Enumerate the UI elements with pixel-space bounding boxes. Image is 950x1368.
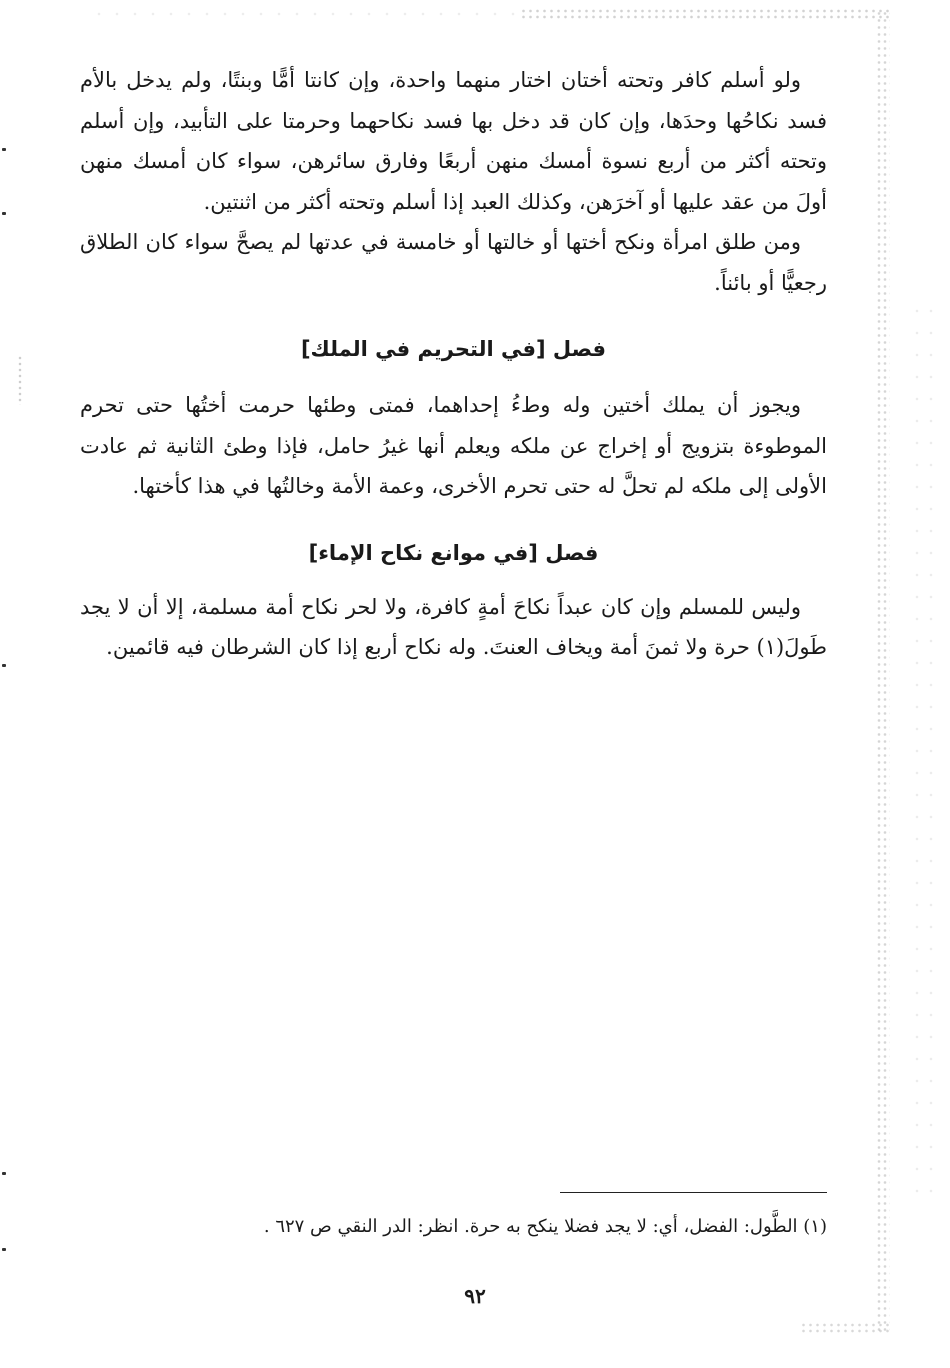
paragraph: وليس للمسلم وإن كان عبداً نكاحَ أمةٍ كافرة، ولا لحر نكاح أمة مسلمة، إلا أن لا يجد طَولَ(١) حرة ولا ثمنَ أمة ويخاف العنتَ. وله نكاح أربع إذا كان الشرطان فيه قائمين. xyxy=(80,594,827,659)
paragraph: ومن طلق امرأة ونكح أختها أو خالتها أو خامسة في عدتها لم يصحَّ سواء كان الطلاق رجعيًّا أو بائناً. xyxy=(80,230,827,295)
section-heading: فصل [في التحريم في الملك] xyxy=(300,337,607,361)
scan-noise-left xyxy=(18,355,22,405)
footnote-separator xyxy=(560,1192,827,1193)
margin-tick xyxy=(2,664,6,667)
paragraph: ولو أسلم كافر وتحته أختان اختار منهما واحدة، وإن كانتا أمًّا وبنتًا، ولم يدخل بالأم فسد نكاحُها وحدَها، وإن كان قد دخل بها فسد نكاحهما وحرمتا على التأبيد، وإن أسلم وتحته أكثر من أربع نسوة أمسك منهن أربعًا وفارق سائرهن، سواء كان أمسك منهن أولَ من عقد عليها أو آخرَهن، وكذلك العبد إذا أسلم وتحته أكثر من اثنتين. xyxy=(80,68,827,214)
scan-noise-top xyxy=(90,10,520,18)
decorative-border-right xyxy=(876,10,890,1335)
section-heading: فصل [في موانع نكاح الإماء] xyxy=(308,540,599,565)
margin-tick xyxy=(2,148,6,151)
paragraph: ويجوز أن يملك أختين وله وطءُ إحداهما، فمتى وطئها حرمت أختُها حتى تحرم الموطوءة بتزويج أو إخراج عن ملكه ويعلم أنها غيرُ حامل، فإذا وطئ الثانية ثم عادت الأولى إلى ملكه لم تحلَّ له حتى تحرم الأخرى، وعمة الأمة وخالتُها في هذا كأختها. xyxy=(80,393,827,498)
page-number: ٩٢ xyxy=(464,1284,486,1308)
margin-tick xyxy=(2,1172,6,1175)
decorative-border-bottom xyxy=(800,1322,890,1334)
scan-noise-right xyxy=(910,300,940,1200)
main-text xyxy=(80,60,827,668)
footnote: (١) الطَّول: الفضل، أي: لا يجد فضلا ينكح به حرة. انظر: الدر النقي ص ٦٢٧ . xyxy=(263,1216,827,1237)
decorative-border-top xyxy=(520,8,890,20)
margin-tick xyxy=(2,212,6,215)
margin-tick xyxy=(2,1248,6,1251)
